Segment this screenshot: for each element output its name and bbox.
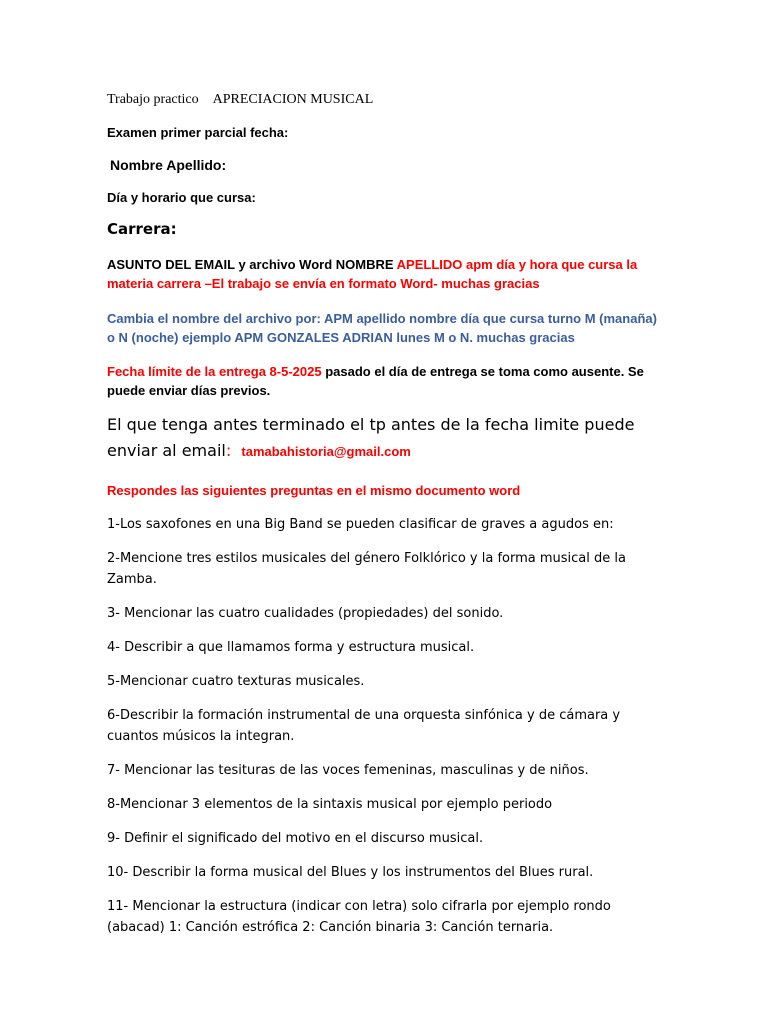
deadline-date: Fecha límite de la entrega 8-5-2025 xyxy=(107,364,322,379)
question-item: 9- Definir el significado del motivo en el discurso musical. xyxy=(107,831,484,846)
early-submit-text: El que tenga antes terminado el tp antes de la fecha limite puede enviar al email xyxy=(107,415,635,460)
document-body xyxy=(107,90,667,938)
contact-email-link[interactable]: tamabahistoria@gmail.com xyxy=(241,444,411,459)
question-item: 10- Describir la forma musical del Blues y los instrumentos del Blues rural. xyxy=(107,865,594,880)
question-item: 4- Describir a que llamamos forma y estructura musical. xyxy=(107,640,475,655)
early-submit-notice xyxy=(107,412,667,465)
document-title: APRECIACION MUSICAL xyxy=(212,92,374,107)
question-item: 7- Mencionar las tesituras de las voces femeninas, masculinas y de niños. xyxy=(107,763,589,778)
question-item: 3- Mencionar las cuatro cualidades (propiedades) del sonido. xyxy=(107,606,504,621)
question-item: 8-Mencionar 3 elementos de la sintaxis musical por ejemplo periodo xyxy=(107,797,553,812)
rename-file-instructions: Cambia el nombre del archivo por: APM apellido nombre día que cursa turno M (manaña) o N (noche) ejemplo APM GONZALES ADRIAN lunes M o N. muchas gracias xyxy=(107,311,657,345)
early-submit-colon: : xyxy=(225,441,232,460)
question-item: 11- Mencionar la estructura (indicar con letra) solo cifrarla por ejemplo rondo (abacad) 1: Canción estrófica 2: Canción binaria 3: Canción ternaria. xyxy=(107,899,611,935)
question-item: 5-Mencionar cuatro texturas musicales. xyxy=(107,674,365,689)
student-name-field: Nombre Apellido: xyxy=(110,157,227,173)
schedule-field: Día y horario que cursa: xyxy=(107,190,256,205)
email-subject-red-text: APELLIDO apm día y hora que cursa la materia carrera –El trabajo se envía en formato Word- muchas gracias xyxy=(107,257,638,291)
question-item: 2-Mencione tres estilos musicales del género Folklórico y la forma musical de la Zamba. xyxy=(107,551,626,587)
answer-instruction: Respondes las siguientes preguntas en el mismo documento word xyxy=(107,483,521,498)
career-field: Carrera: xyxy=(107,220,177,238)
document-header xyxy=(107,90,667,110)
questions-list xyxy=(107,514,667,938)
deadline-notice xyxy=(107,362,667,400)
email-subject-instructions xyxy=(107,255,667,293)
question-item: 6-Describir la formación instrumental de una orquesta sinfónica y de cámara y cuantos músicos la integran. xyxy=(107,708,621,744)
deadline-rules: pasado el día de entrega se toma como ausente. Se puede enviar días previos. xyxy=(107,364,644,398)
header-label: Trabajo practico xyxy=(107,92,199,107)
email-subject-black-text: ASUNTO DEL EMAIL y archivo Word NOMBRE xyxy=(107,257,397,272)
exam-date-field: Examen primer parcial fecha: xyxy=(107,125,289,140)
question-item: 1-Los saxofones en una Big Band se pueden clasificar de graves a agudos en: xyxy=(107,517,614,532)
